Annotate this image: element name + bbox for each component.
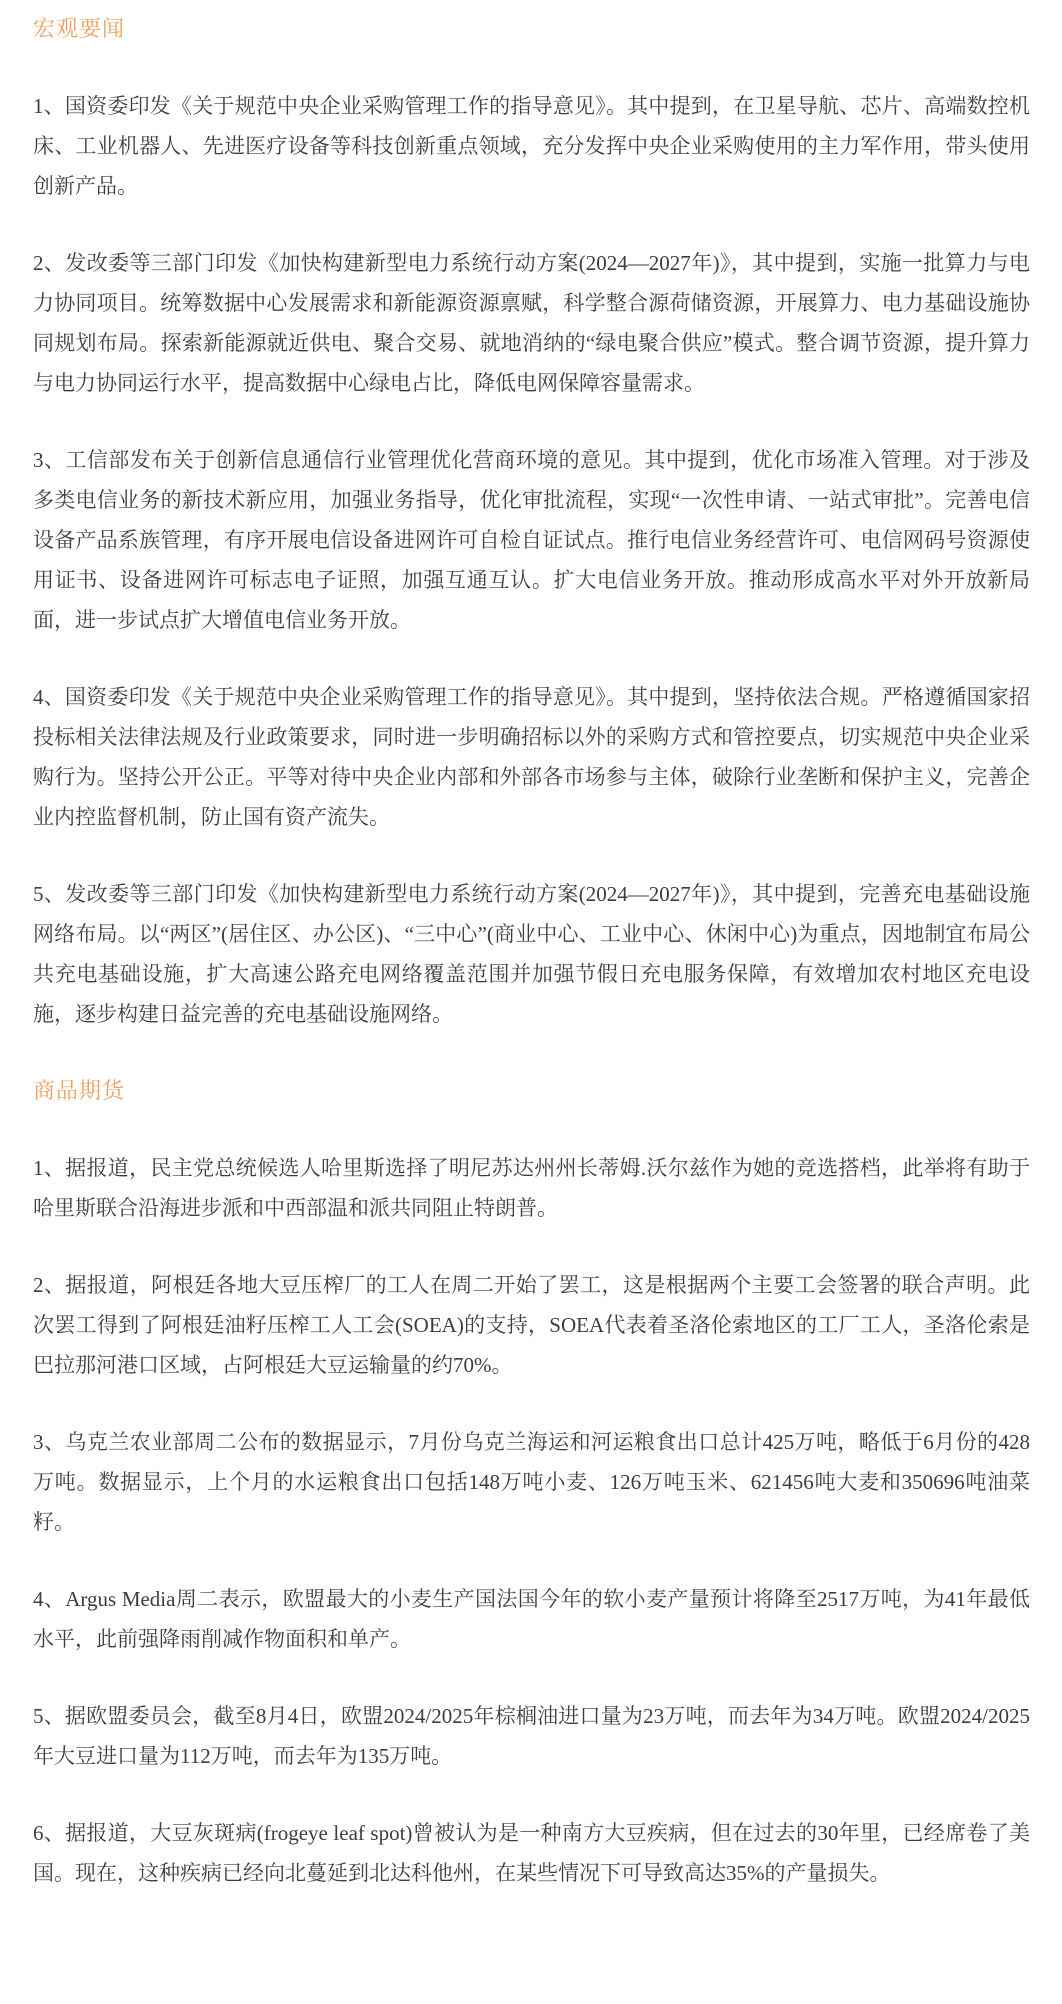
section-title-commodity-futures: 商品期货 (33, 1078, 126, 1103)
commodity-news-item-3: 3、乌克兰农业部周二公布的数据显示，7月份乌克兰海运和河运粮食出口总计425万吨，略低于6月份的428万吨。数据显示，上个月的水运粮食出口包括148万吨小麦、126万吨玉米、621456吨大麦和350696吨油菜籽。 (33, 1430, 1030, 1534)
commodity-news-item-4: 4、Argus Media周二表示，欧盟最大的小麦生产国法国今年的软小麦产量预计将降至2517万吨，为41年最低水平，此前强降雨削减作物面积和单产。 (33, 1587, 1030, 1651)
macro-news-item-4: 4、国资委印发《关于规范中央企业采购管理工作的指导意见》。其中提到，坚持依法合规。严格遵循国家招投标相关法律法规及行业政策要求，同时进一步明确招标以外的采购方式和管控要点，切实规范中央企业采购行为。坚持公开公正。平等对待中央企业内部和外部各市场参与主体，破除行业垄断和保护主义，完善企业内控监督机制，防止国有资产流失。 (33, 685, 1030, 829)
macro-news-item-1: 1、国资委印发《关于规范中央企业采购管理工作的指导意见》。其中提到，在卫星导航、芯片、高端数控机床、工业机器人、先进医疗设备等科技创新重点领域，充分发挥中央企业采购使用的主力军作用，带头使用创新产品。 (33, 94, 1030, 198)
section-title-macro-news: 宏观要闻 (33, 16, 126, 41)
macro-news-item-3: 3、工信部发布关于创新信息通信行业管理优化营商环境的意见。其中提到，优化市场准入管理。对于涉及多类电信业务的新技术新应用，加强业务指导，优化审批流程，实现“一次性申请、一站式审批”。完善电信设备产品系族管理，有序开展电信设备进网许可自检自证试点。推行电信业务经营许可、电信网码号资源使用证书、设备进网许可标志电子证照，加强互通互认。扩大电信业务开放。推动形成高水平对外开放新局面，进一步试点扩大增值电信业务开放。 (33, 448, 1030, 632)
commodity-news-item-1: 1、据报道，民主党总统候选人哈里斯选择了明尼苏达州州长蒂姆.沃尔兹作为她的竞选搭档，此举将有助于哈里斯联合沿海进步派和中西部温和派共同阻止特朗普。 (33, 1156, 1030, 1220)
commodity-news-item-6: 6、据报道，大豆灰斑病(frogeye leaf spot)曾被认为是一种南方大豆疾病，但在过去的30年里，已经席卷了美国。现在，这种疾病已经向北蔓延到北达科他州，在某些情况下可导致高达35%的产量损失。 (33, 1821, 1030, 1885)
macro-news-item-5: 5、发改委等三部门印发《加快构建新型电力系统行动方案(2024—2027年)》，其中提到，完善充电基础设施网络布局。以“两区”(居住区、办公区)、“三中心”(商业中心、工业中心、休闲中心)为重点，因地制宜布局公共充电基础设施，扩大高速公路充电网络覆盖范围并加强节假日充电服务保障，有效增加农村地区充电设施，逐步构建日益完善的充电基础设施网络。 (33, 882, 1030, 1026)
commodity-news-item-5: 5、据欧盟委员会，截至8月4日，欧盟2024/2025年棕榈油进口量为23万吨，而去年为34万吨。欧盟2024/2025年大豆进口量为112万吨，而去年为135万吨。 (33, 1704, 1030, 1768)
macro-news-item-2: 2、发改委等三部门印发《加快构建新型电力系统行动方案(2024—2027年)》，其中提到，实施一批算力与电力协同项目。统筹数据中心发展需求和新能源资源禀赋，科学整合源荷储资源，开展算力、电力基础设施协同规划布局。探索新能源就近供电、聚合交易、就地消纳的“绿电聚合供应”模式。整合调节资源，提升算力与电力协同运行水平，提高数据中心绿电占比，降低电网保障容量需求。 (33, 251, 1030, 395)
commodity-news-item-2: 2、据报道，阿根廷各地大豆压榨厂的工人在周二开始了罢工，这是根据两个主要工会签署的联合声明。此次罢工得到了阿根廷油籽压榨工人工会(SOEA)的支持，SOEA代表着圣洛伦索地区的工厂工人，圣洛伦索是巴拉那河港口区域，占阿根廷大豆运输量的约70%。 (33, 1273, 1030, 1377)
